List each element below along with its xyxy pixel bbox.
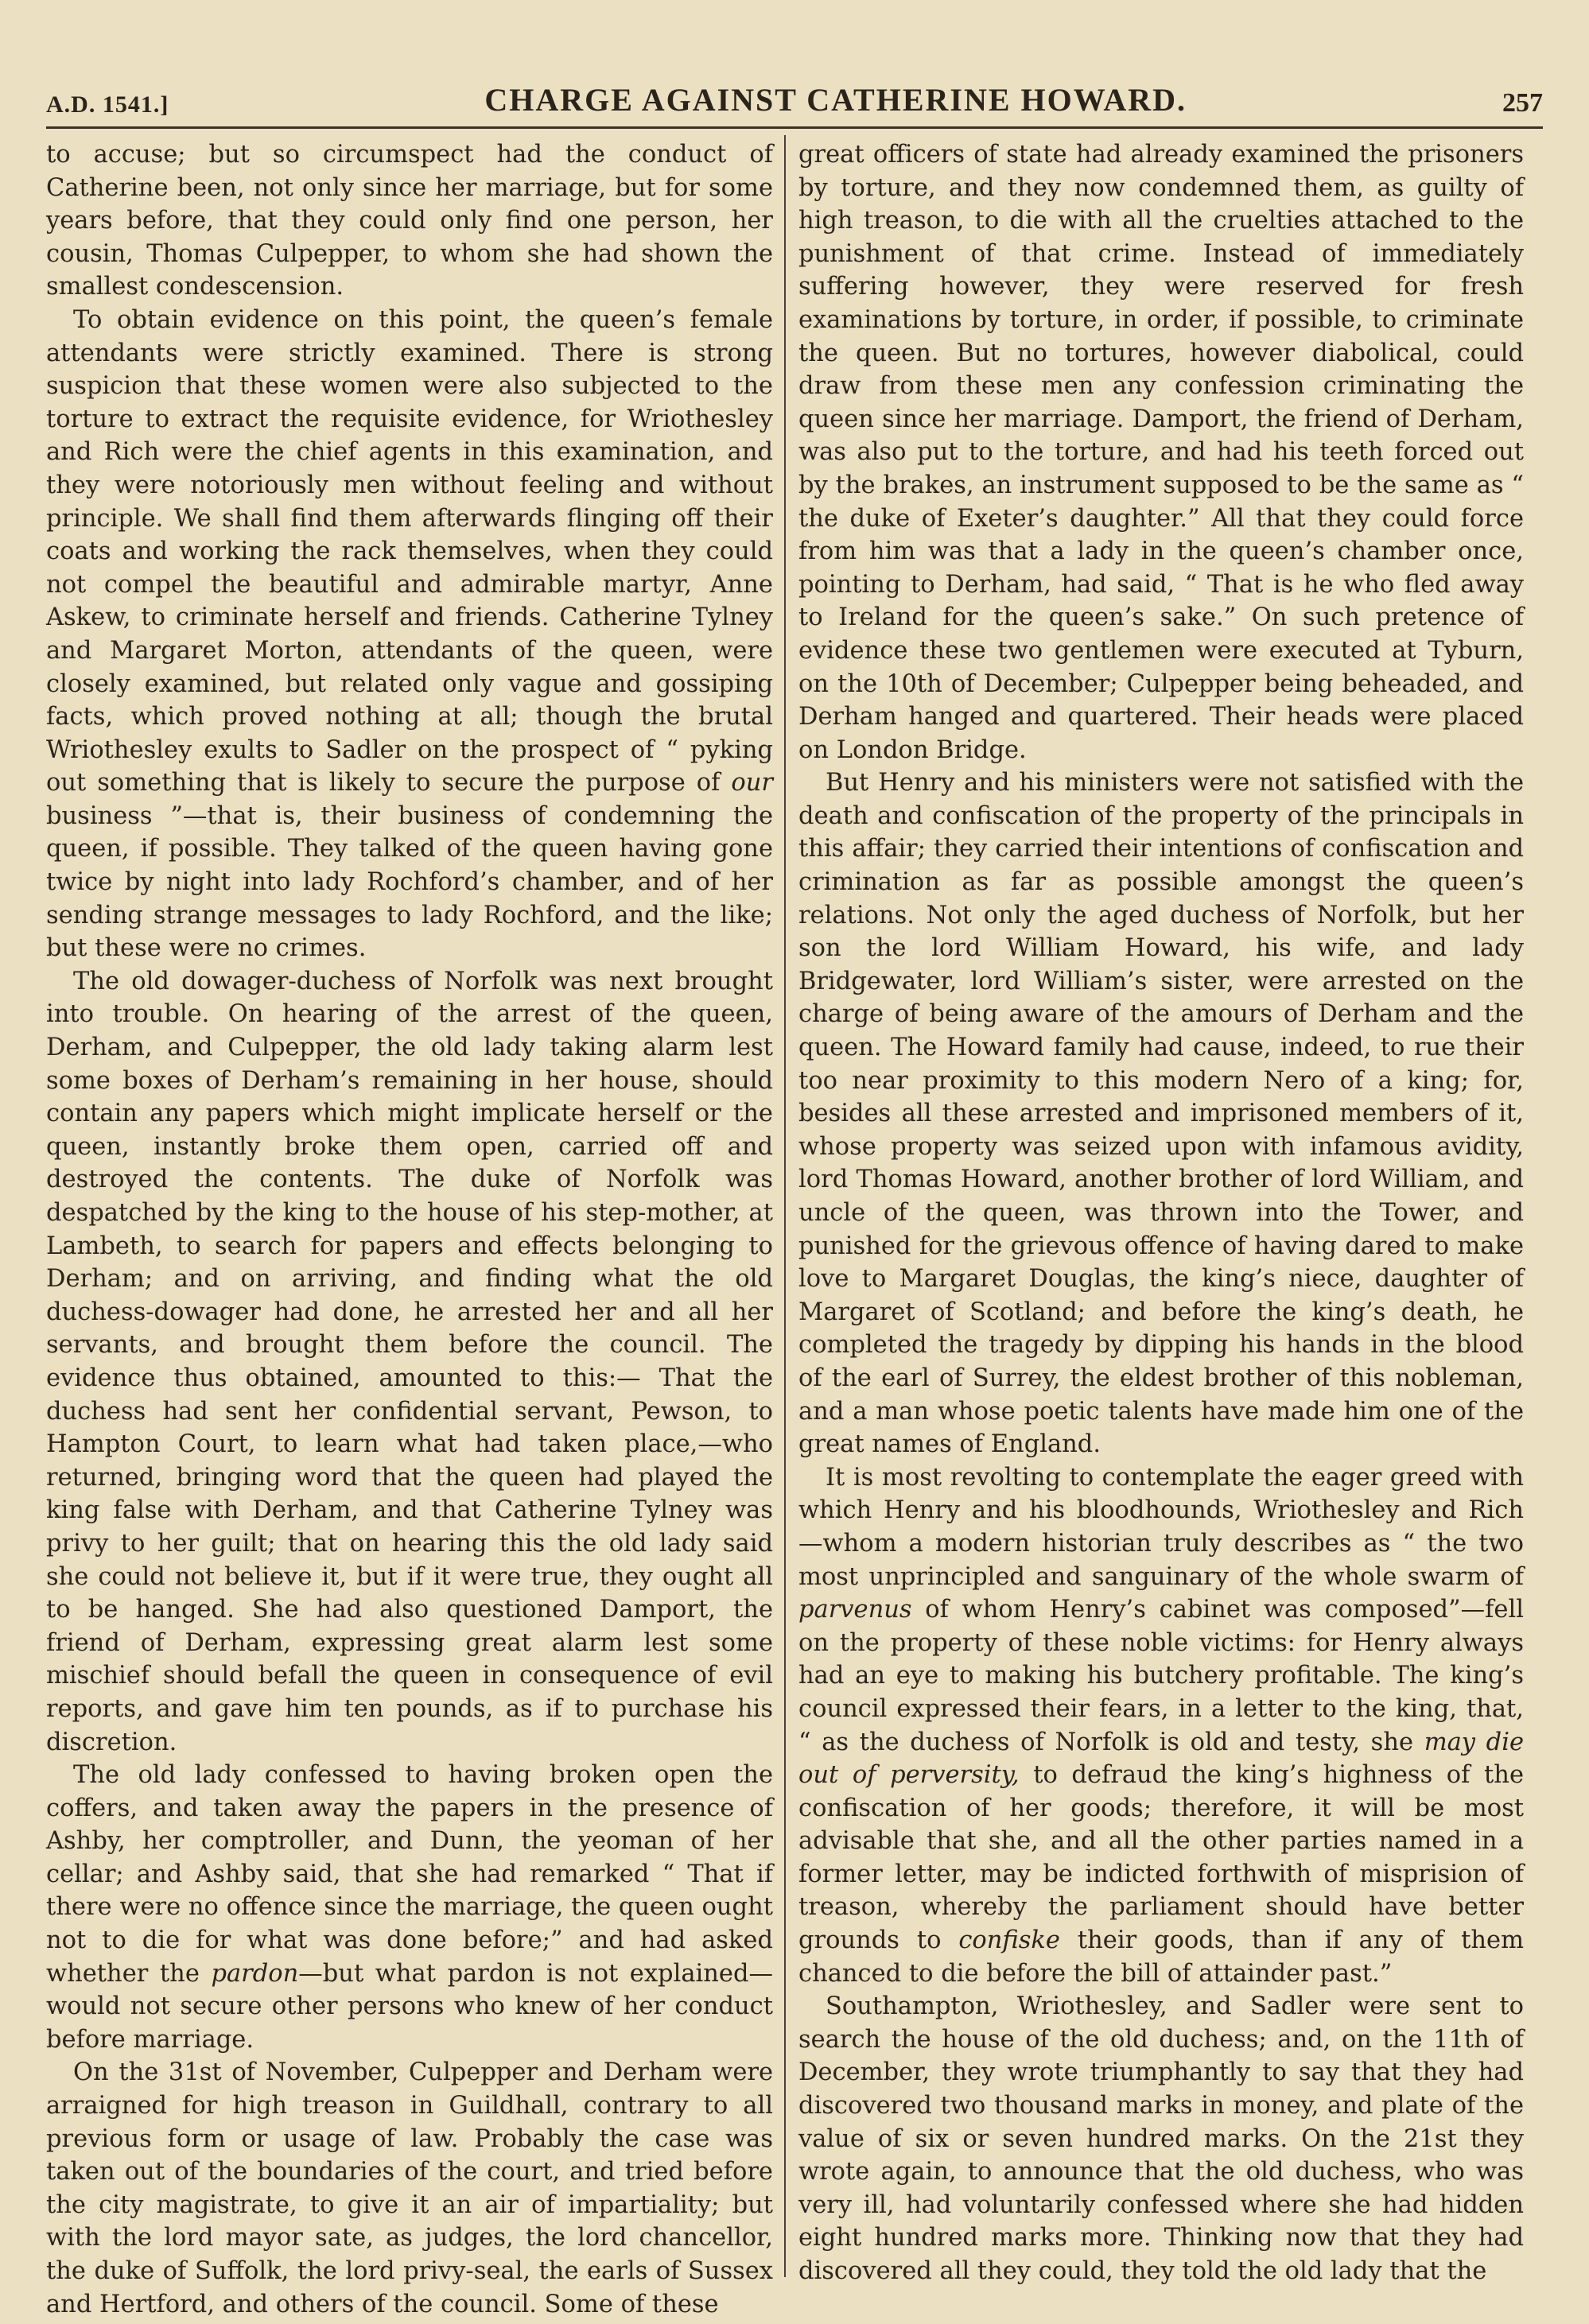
- running-header: [46, 80, 1543, 129]
- page-number: 257: [1502, 88, 1543, 118]
- emphasis: may die out of perversity,: [798, 1728, 1524, 1790]
- page-title: CHARGE AGAINST CATHERINE HOWARD.: [484, 82, 1187, 118]
- emphasis: confiske: [958, 1926, 1060, 1955]
- emphasis: parvenus: [798, 1596, 912, 1624]
- paragraph: great officers of state had already examined the prisoners by torture, and they now condemned them, as guilty of high treason, to die with all the cruelties attached to the punishment of that crime. Instead of immediately suffering however, they were reserved for fresh examinations by torture, in order, if possible, to criminate the queen. But no tortures, however diabolical, could draw from these men any confession criminating the queen since her marriage. Damport, the friend of Derham, was also put to the torture, and had his teeth forced out by the brakes, an instrument supposed to be the same as “ the duke of Exeter’s daughter.” All that they could force from him was that a lady in the queen’s chamber once, pointing to Derham, had said, “ That is he who fled away to Ireland for the queen’s sake.” On such pretence of evidence these two gentlemen were executed at Tyburn, on the 10th of December; Culpepper being beheaded, and Derham hanged and quartered. Their heads were placed on London Bridge.: [798, 141, 1524, 764]
- text-columns: [46, 138, 1543, 2318]
- paragraph: It is most revolting to contemplate the eager greed with which Henry and his bloodhounds, Wriothesley and Rich —whom a modern historian truly describes as “ the two most unprincipled and sanguinary of the whole swarm of parvenus of whom Henry’s cabinet was composed”—fell on the property of these noble victims: for Henry always had an eye to making his butchery profitable. The king’s council expressed their fears, in a letter to the king, that, “ as the duchess of Norfolk is old and testy, she may die out of perversity, to defraud the king’s highness of the confiscation of her goods; therefore, it will be most advisable that she, and all the other parties named in a former letter, may be indicted forthwith of misprision of treason, whereby the parliament should have better grounds to confiske their goods, than if any of them chanced to die before the bill of attainder past.”: [798, 1463, 1524, 1988]
- paragraph: Southampton, Wriothesley, and Sadler were sent to search the house of the old duchess; and, on the 11th of December, they wrote triumphantly to say that they had discovered two thousand marks in money, and plate of the value of six or seven hundred marks. On the 21st they wrote again, to announce that the old duchess, who was very ill, had voluntarily confessed where she had hidden eight hundred marks more. Thinking now that they had discovered all they could, they told the old lady that the: [798, 1992, 1524, 2285]
- paragraph: To obtain evidence on this point, the queen’s female attendants were strictly examined. There is strong suspicion that these women were also subjected to the torture to extract the requisite evidence, for Wriothesley and Rich were the chief agents in this examination, and they were notoriously men without feeling and without principle. We shall find them afterwards flinging off their coats and working the rack themselves, when they could not compel the beautiful and admirable martyr, Anne Askew, to criminate herself and friends. Catherine Tylney and Margaret Morton, attendants of the queen, were closely examined, but related only vague and gossiping facts, which proved nothing at all; though the brutal Wriothesley exults to Sadler on the prospect of “ pyking out something that is likely to secure the purpose of our business ”—that is, their business of condemning the queen, if possible. They talked of the queen having gone twice by night into lady Rochford’s chamber, and of her sending strange messages to lady Rochford, and the like; but these were no crimes.: [46, 305, 773, 963]
- emphasis: our: [731, 769, 773, 797]
- paragraph: But Henry and his ministers were not satisfied with the death and confiscation of the property of the principals in this affair; they carried their intentions of confiscation and crimination as far as possible amongst the queen’s relations. Not only the aged duchess of Norfolk, but her son the lord William Howard, his wife, and lady Bridgewater, lord William’s sister, were arrested on the charge of being aware of the amours of Derham and the queen. The Howard family had cause, indeed, to rue their too near proximity to this modern Nero of a king; for, besides all these arrested and imprisoned members of it, whose property was seized upon with infamous avidity, lord Thomas Howard, another brother of lord William, and uncle of the queen, was thrown into the Tower, and punished for the grievous offence of having dared to make love to Margaret Douglas, the king’s niece, daughter of Margaret of Scotland; and before the king’s death, he completed the tragedy by dipping his hands in the blood of the earl of Surrey, the eldest brother of this nobleman, and a man whose poetic talents have made him one of the great names of England.: [798, 769, 1524, 1459]
- header-date: A.D. 1541.]: [46, 91, 169, 118]
- left-column: [46, 138, 784, 2318]
- paragraph: to accuse; but so circumspect had the conduct of Catherine been, not only since her marriage, but for some years before, that they could only find one person, her cousin, Thomas Culpepper, to whom she had shown the smallest condescension.: [46, 141, 773, 301]
- right-column: [786, 138, 1524, 2285]
- paragraph: The old dowager-duchess of Norfolk was next brought into trouble. On hearing of the arrest of the queen, Derham, and Culpepper, the old lady taking alarm lest some boxes of Derham’s remaining in her house, should contain any papers which might implicate herself or the queen, instantly broke them open, carried off and destroyed the contents. The duke of Norfolk was despatched by the king to the house of his step-mother, at Lambeth, to search for papers and effects belonging to Derham; and on arriving, and finding what the old duchess-dowager had done, he arrested her and all her servants, and brought them before the council. The evidence thus obtained, amounted to this:— That the duchess had sent her confidential servant, Pewson, to Hampton Court, to learn what had taken place,—who returned, bringing word that the queen had played the king false with Derham, and that Catherine Tylney was privy to her guilt; that on hearing this the old lady said she could not believe it, but if it were true, they ought all to be hanged. She had also questioned Damport, the friend of Derham, expressing great alarm lest some mischief should befall the queen in consequence of evil reports, and gave him ten pounds, as if to purchase his discretion.: [46, 967, 773, 1756]
- paragraph: The old lady confessed to having broken open the coffers, and taken away the papers in the presence of Ashby, her comptroller, and Dunn, the yeoman of her cellar; and Ashby said, that she had remarked “ That if there were no offence since the marriage, the queen ought not to die for what was done before;” and had asked whether the pardon—but what pardon is not explained—would not secure other persons who knew of her conduct before marriage.: [46, 1761, 773, 2054]
- emphasis: pardon: [211, 1959, 299, 1988]
- book-page: [46, 80, 1543, 2318]
- paragraph: On the 31st of November, Culpepper and Derham were arraigned for high treason in Guildhall, contrary to all previous form or usage of law. Probably the case was taken out of the boundaries of the court, and tried before the city magistrate, to give it an air of impartiality; but with the lord mayor sate, as judges, the lord chancellor, the duke of Suffolk, the lord privy-seal, the earls of Sussex and Hertford, and others of the council. Some of these: [46, 2058, 773, 2318]
